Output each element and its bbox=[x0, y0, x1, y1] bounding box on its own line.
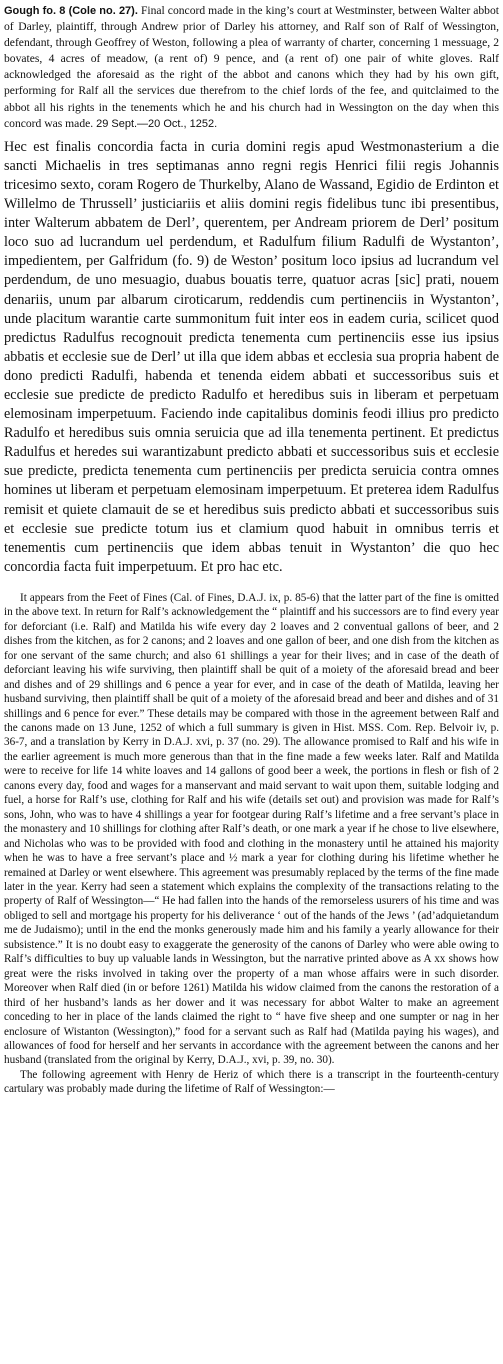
deed-reference: Gough fo. 8 (Cole no. 27). bbox=[4, 5, 138, 17]
document-page bbox=[4, 3, 499, 1097]
deed-summary-text: Final concord made in the king’s court at Westminster, between Walter abbot of Darley, plaintiff, through Andrew prior of Darley his attorney, and Ralf son of Ralf of Wessington, defendant, through Geoffrey of Weston, following a plea of warranty of charter, concerning 1 messuage, 2 bovates, 4 acres of meadow, (a rent of) 9 pence, and (a rent of) one pair of white gloves. Ralf acknowledged the aforesaid as the right of the abbot and canons which they had by his own gift, performing for Ralf all the services due therefrom to the chief lords of the fee, and quitclaimed to the abbot all his rights in the tenements which he and his church had in Wessington on the day when this concord was made. bbox=[4, 4, 499, 130]
transition-paragraph: The following agreement with Henry de Heriz of which there is a transcript in the fourteenth-century cartulary was probably made during the lifetime of Ralf of Wessington:— bbox=[4, 1068, 499, 1096]
deed-summary-paragraph bbox=[4, 3, 499, 132]
latin-deed-text: Hec est finalis concordia facta in curia domini regis apud Westmonasterium a die sancti Michaelis in tres septimanas anno regni regis Henrici filii regis Johannis tricesimo sexto, coram Rogero de Thurkelby, Alano de Wassand, Egidio de Erdinton et Willelmo de Thrussell’ justiciariis et aliis domini regis fidelibus tunc ibi presentibus, inter Walterum abbatem de Derl’, querentem, per Andream priorem de Derl’ positum loco suo ad lucrandum uel perdendum, et Radulfum filium Radulfi de Wystanton’, impedientem, per Galfridum (fo. 9) de Weston’ positum loco ipsius ad lucrandum vel perdendum, de uno mesuagio, duabus bouatis terre, quatuor acras [sic] prati, nouem denariis, unum par albarum ciroticarum, reddendis cum pertinenciis in Wystanton’, unde placitum warantie carte summonitum fuit inter eos in eadem curia, scilicet quod predictus Radulfus recognouit predicta tenementa cum pertinenciis esse ius ipsius abbatis et ecclesie sue de Derl’ ut illa que idem abbas et ecclesia sua propria habent de dono predicti Radulfi, habenda et tenenda eidem abbati et successoribus suis et ecclesie sue predicte de predicto Radulfo et heredibus suis in liberam et perpetuam elemosinam imperpetuum. Faciendo inde capitalibus dominis feodi illius pro predicto Radulfo et heredibus suis omnia seruicia que ad illa tenementa pertinent. Et predictus Radulfus et heredes sui warantizabunt predicto abbati et successoribus suis et ecclesie sue predicte, predicta tenementa cum pertinenciis per predicta seruicia contra omnes homines ut liberam et perpetuam elemosinam imperpetuum. Et preterea idem Radulfus remisit et quiete clamauit de se et heredibus suis predicto abbati et successoribus suis et ecclesie sue predicte totum ius et clamium quod habuit in omnibus terris et tenementis cum pertinenciis que idem abbas tenuit in Wystanton’ die quo hec concordia facta fuit imperpetuum. Et pro hac etc. bbox=[4, 138, 499, 575]
deed-date: 29 Sept.—20 Oct., 1252. bbox=[96, 117, 218, 130]
editorial-commentary: It appears from the Feet of Fines (Cal. of Fines, D.A.J. ix, p. 85-6) that the latter part of the fine is omitted in the above text. In return for Ralf’s acknowledgement the “ plaintiff and his successors are to find every year for deforciant (i.e. Ralf) and Matilda his wife every day 2 loaves and 2 conventual gallons of beer, and 2 dishes from the kitchen, as for 2 canons; and 2 loaves and one gallon of beer, and one dish from the kitchen as for one servant of the same church; and also 61 shillings a year for their lives; and in case of the death of deforciant leaving his wife surviving, then plaintiff shall be quit of a moiety of the aforesaid bread and beer and dishes and of 29 shillings and 6 pence a year for ever, and in case of the death of Matilda, leaving her husband surviving, then plaintiff shall be quit of a moiety of the aforesaid bread and beer and dishes and of 31 shillings and 6 pence for ever.” These details may be compared with those in the agreement between Ralf and the canons made on 13 June, 1252 of which a full summary is given in Hist. MSS. Com. Rep. Belvoir iv, p. 36-7, and a translation by Kerry in D.A.J. xvi, p. 37 (no. 29). The allowance promised to Ralf and his wife in the earlier agreement is much more generous than that in the fine made a few weeks later. Ralf and Matilda were to receive for life 14 white loaves and 14 gallons of good beer a week, the portions in flesh or fish of 2 canons every day, food and wages for a manservant and maid servant to wait upon them, suitable lodging and fuel, a horse for Ralf’s use, clothing for Ralf and his wife (details set out) and provision was made for Ralf’s sons, John, who was to have 4 shillings a year for footgear during Ralf’s lifetime and a free servant’s place in the monastery and 10 shillings for clothing after Ralf’s death, or one mark a year if he chose to live elsewhere, and Nicholas who was to be provided with food and clothing in the monastery until he attained his majority when he was to have a free servant’s place and ½ mark a year for clothing during his lifetime whether he remained at Darley or went elsewhere. This agreement was presumably replaced by the terms of the fine made later in the year. Kerry had seen a statement which explains the complexity of the transactions relating to the property of Ralf of Wessington—“ He had fallen into the hands of the remorseless usurers of his time and was obliged to sell and mortgage his property for his deliverance ‘ out of the hands of the Jews ’ (ad’adquietandum me de Judaismo); until in the end the monks generously made him and his family a yearly allowance for their subsistence.” It is no doubt easy to exaggerate the generosity of the canons of Darley who were able owing to Ralf’s difficulties to buy up valuable lands in Wessington, but the narrative printed above as A xx shows how great were the risks involved in taking over the property of a man whose affairs were in such disorder. Moreover when Ralf died (in or before 1261) Matilda his widow claimed from the canons the restoration of a third of her husband’s lands as her dower and it was necessary for abbot Walter to make an agreement conceding to her in place of the lands claimed the right to “ have five sheep and one sumpter or nag in her enclosure of Wistanton (Wessington),” food for a servant such as Ralf had (Matilda paying his wages), and allowances of food for herself and her servants in accordance with the agreement between the canons and her husband (translated from the original by Kerry, D.A.J., xvi, p. 39, no. 30). bbox=[4, 591, 499, 1067]
